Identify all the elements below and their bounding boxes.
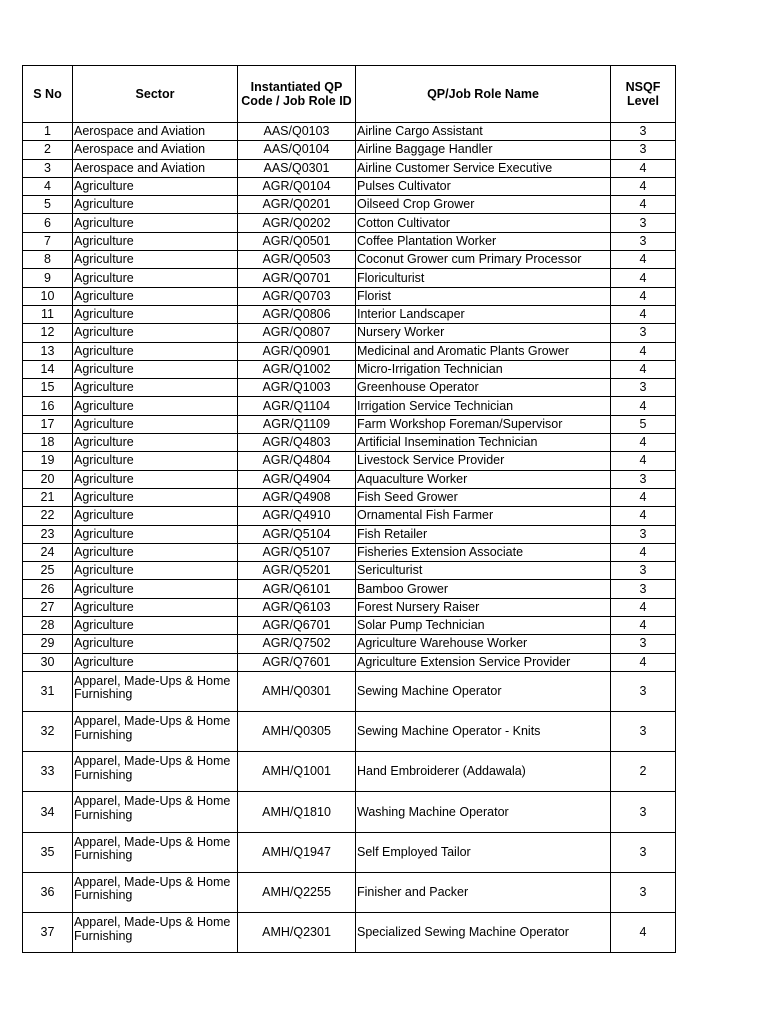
table-row [23, 269, 676, 287]
table-row [23, 488, 676, 506]
cell-sno: 24 [23, 543, 73, 561]
cell-code: AGR/Q0104 [238, 177, 356, 195]
cell-sno: 30 [23, 653, 73, 671]
cell-sector: Agriculture [73, 360, 238, 378]
cell-sno: 29 [23, 635, 73, 653]
header-role: QP/Job Role Name [356, 66, 611, 123]
cell-sno: 19 [23, 452, 73, 470]
table-row [23, 580, 676, 598]
table-row [23, 360, 676, 378]
cell-code: AGR/Q5201 [238, 562, 356, 580]
cell-sno: 12 [23, 324, 73, 342]
cell-sector: Agriculture [73, 562, 238, 580]
cell-level: 4 [611, 196, 676, 214]
cell-role: Washing Machine Operator [356, 792, 611, 832]
table-row [23, 525, 676, 543]
cell-sno: 26 [23, 580, 73, 598]
cell-sno: 2 [23, 141, 73, 159]
cell-code: AMH/Q2301 [238, 913, 356, 953]
cell-sector: Agriculture [73, 635, 238, 653]
cell-sector: Agriculture [73, 470, 238, 488]
cell-level: 3 [611, 470, 676, 488]
cell-role: Aquaculture Worker [356, 470, 611, 488]
table-row [23, 712, 676, 752]
job-roles-table [22, 65, 676, 953]
cell-level: 3 [611, 214, 676, 232]
cell-sno: 23 [23, 525, 73, 543]
cell-level: 3 [611, 712, 676, 752]
cell-level: 3 [611, 123, 676, 141]
cell-code: AGR/Q4804 [238, 452, 356, 470]
table-row [23, 415, 676, 433]
cell-level: 4 [611, 653, 676, 671]
cell-role: Hand Embroiderer (Addawala) [356, 752, 611, 792]
cell-sector: Agriculture [73, 342, 238, 360]
cell-role: Pulses Cultivator [356, 177, 611, 195]
cell-sno: 27 [23, 598, 73, 616]
cell-sector: Apparel, Made-Ups & Home Furnishing [73, 752, 238, 792]
cell-sno: 8 [23, 251, 73, 269]
cell-sector: Agriculture [73, 196, 238, 214]
cell-sector: Apparel, Made-Ups & Home Furnishing [73, 792, 238, 832]
cell-sno: 21 [23, 488, 73, 506]
cell-sno: 14 [23, 360, 73, 378]
cell-sector: Agriculture [73, 525, 238, 543]
cell-sector: Agriculture [73, 251, 238, 269]
cell-level: 4 [611, 342, 676, 360]
cell-sno: 1 [23, 123, 73, 141]
cell-sno: 36 [23, 872, 73, 912]
cell-sno: 18 [23, 434, 73, 452]
cell-sector: Agriculture [73, 488, 238, 506]
cell-sector: Agriculture [73, 324, 238, 342]
table-row [23, 671, 676, 711]
cell-sector: Agriculture [73, 232, 238, 250]
cell-code: AGR/Q1003 [238, 379, 356, 397]
cell-role: Livestock Service Provider [356, 452, 611, 470]
table-row [23, 287, 676, 305]
cell-sector: Apparel, Made-Ups & Home Furnishing [73, 832, 238, 872]
cell-level: 3 [611, 562, 676, 580]
cell-sno: 33 [23, 752, 73, 792]
cell-sector: Agriculture [73, 617, 238, 635]
cell-sector: Apparel, Made-Ups & Home Furnishing [73, 671, 238, 711]
cell-code: AGR/Q0806 [238, 305, 356, 323]
cell-level: 4 [611, 360, 676, 378]
cell-code: AGR/Q0901 [238, 342, 356, 360]
cell-role: Agriculture Warehouse Worker [356, 635, 611, 653]
cell-sector: Agriculture [73, 397, 238, 415]
cell-sector: Agriculture [73, 507, 238, 525]
cell-code: AMH/Q0301 [238, 671, 356, 711]
cell-sno: 20 [23, 470, 73, 488]
cell-level: 3 [611, 792, 676, 832]
cell-role: Airline Baggage Handler [356, 141, 611, 159]
cell-level: 3 [611, 671, 676, 711]
cell-role: Specialized Sewing Machine Operator [356, 913, 611, 953]
cell-code: AGR/Q4904 [238, 470, 356, 488]
table-row [23, 141, 676, 159]
cell-role: Sewing Machine Operator - Knits [356, 712, 611, 752]
cell-code: AGR/Q4910 [238, 507, 356, 525]
cell-level: 4 [611, 452, 676, 470]
table-row [23, 832, 676, 872]
table-row [23, 379, 676, 397]
table-row [23, 562, 676, 580]
cell-level: 4 [611, 488, 676, 506]
table-row [23, 324, 676, 342]
cell-sector: Aerospace and Aviation [73, 123, 238, 141]
cell-level: 4 [611, 397, 676, 415]
cell-code: AGR/Q1002 [238, 360, 356, 378]
cell-level: 4 [611, 177, 676, 195]
cell-code: AGR/Q0701 [238, 269, 356, 287]
header-level: NSQF Level [611, 66, 676, 123]
cell-level: 3 [611, 525, 676, 543]
cell-code: AGR/Q1104 [238, 397, 356, 415]
table-row [23, 635, 676, 653]
cell-role: Greenhouse Operator [356, 379, 611, 397]
cell-sno: 15 [23, 379, 73, 397]
cell-sno: 35 [23, 832, 73, 872]
table-row [23, 792, 676, 832]
table-row [23, 342, 676, 360]
cell-sector: Agriculture [73, 452, 238, 470]
cell-sector: Agriculture [73, 269, 238, 287]
table-row [23, 507, 676, 525]
table-row [23, 251, 676, 269]
cell-sno: 5 [23, 196, 73, 214]
cell-sector: Aerospace and Aviation [73, 141, 238, 159]
table-row [23, 305, 676, 323]
cell-sno: 4 [23, 177, 73, 195]
cell-role: Fish Retailer [356, 525, 611, 543]
cell-sno: 16 [23, 397, 73, 415]
table-row [23, 872, 676, 912]
table-row [23, 913, 676, 953]
header-sno: S No [23, 66, 73, 123]
table-row [23, 653, 676, 671]
table-row [23, 617, 676, 635]
cell-sno: 34 [23, 792, 73, 832]
cell-sector: Aerospace and Aviation [73, 159, 238, 177]
cell-level: 4 [611, 913, 676, 953]
cell-sno: 37 [23, 913, 73, 953]
cell-sector: Agriculture [73, 305, 238, 323]
cell-sno: 25 [23, 562, 73, 580]
table-row [23, 196, 676, 214]
cell-role: Sericulturist [356, 562, 611, 580]
cell-code: AMH/Q0305 [238, 712, 356, 752]
cell-code: AGR/Q6103 [238, 598, 356, 616]
cell-role: Oilseed Crop Grower [356, 196, 611, 214]
cell-level: 4 [611, 159, 676, 177]
cell-role: Coconut Grower cum Primary Processor [356, 251, 611, 269]
cell-code: AGR/Q0202 [238, 214, 356, 232]
table-row [23, 434, 676, 452]
cell-code: AAS/Q0103 [238, 123, 356, 141]
cell-code: AGR/Q0201 [238, 196, 356, 214]
cell-role: Coffee Plantation Worker [356, 232, 611, 250]
cell-code: AGR/Q4908 [238, 488, 356, 506]
cell-role: Finisher and Packer [356, 872, 611, 912]
cell-role: Fisheries Extension Associate [356, 543, 611, 561]
cell-level: 3 [611, 832, 676, 872]
cell-sno: 28 [23, 617, 73, 635]
cell-level: 4 [611, 269, 676, 287]
cell-sno: 11 [23, 305, 73, 323]
cell-sector: Agriculture [73, 287, 238, 305]
cell-level: 4 [611, 251, 676, 269]
cell-role: Ornamental Fish Farmer [356, 507, 611, 525]
cell-sno: 7 [23, 232, 73, 250]
cell-sector: Apparel, Made-Ups & Home Furnishing [73, 872, 238, 912]
table-row [23, 470, 676, 488]
cell-level: 4 [611, 305, 676, 323]
table-row [23, 397, 676, 415]
cell-sno: 6 [23, 214, 73, 232]
cell-role: Solar Pump Technician [356, 617, 611, 635]
cell-sector: Apparel, Made-Ups & Home Furnishing [73, 913, 238, 953]
cell-sector: Agriculture [73, 543, 238, 561]
cell-level: 4 [611, 434, 676, 452]
table-row [23, 543, 676, 561]
cell-role: Agriculture Extension Service Provider [356, 653, 611, 671]
cell-role: Artificial Insemination Technician [356, 434, 611, 452]
cell-sno: 9 [23, 269, 73, 287]
cell-level: 3 [611, 635, 676, 653]
cell-code: AGR/Q5107 [238, 543, 356, 561]
table-body [23, 123, 676, 953]
cell-sector: Apparel, Made-Ups & Home Furnishing [73, 712, 238, 752]
cell-level: 3 [611, 872, 676, 912]
header-row [23, 66, 676, 123]
table-row [23, 752, 676, 792]
cell-code: AGR/Q0807 [238, 324, 356, 342]
cell-role: Airline Cargo Assistant [356, 123, 611, 141]
cell-level: 4 [611, 598, 676, 616]
cell-code: AAS/Q0301 [238, 159, 356, 177]
cell-sno: 22 [23, 507, 73, 525]
cell-role: Micro-Irrigation Technician [356, 360, 611, 378]
cell-level: 3 [611, 141, 676, 159]
cell-role: Nursery Worker [356, 324, 611, 342]
cell-role: Sewing Machine Operator [356, 671, 611, 711]
cell-code: AGR/Q5104 [238, 525, 356, 543]
cell-role: Florist [356, 287, 611, 305]
cell-role: Fish Seed Grower [356, 488, 611, 506]
cell-role: Medicinal and Aromatic Plants Grower [356, 342, 611, 360]
cell-code: AAS/Q0104 [238, 141, 356, 159]
cell-level: 3 [611, 379, 676, 397]
cell-sector: Agriculture [73, 214, 238, 232]
table-row [23, 214, 676, 232]
cell-code: AGR/Q0501 [238, 232, 356, 250]
cell-sno: 17 [23, 415, 73, 433]
cell-code: AGR/Q6701 [238, 617, 356, 635]
cell-level: 3 [611, 324, 676, 342]
header-code: Instantiated QP Code / Job Role ID [238, 66, 356, 123]
cell-code: AGR/Q1109 [238, 415, 356, 433]
cell-role: Airline Customer Service Executive [356, 159, 611, 177]
cell-code: AMH/Q1001 [238, 752, 356, 792]
cell-level: 3 [611, 232, 676, 250]
cell-sector: Agriculture [73, 379, 238, 397]
cell-role: Floriculturist [356, 269, 611, 287]
cell-level: 5 [611, 415, 676, 433]
cell-role: Irrigation Service Technician [356, 397, 611, 415]
cell-role: Cotton Cultivator [356, 214, 611, 232]
cell-sno: 13 [23, 342, 73, 360]
cell-sno: 10 [23, 287, 73, 305]
cell-sno: 3 [23, 159, 73, 177]
cell-sno: 32 [23, 712, 73, 752]
cell-sno: 31 [23, 671, 73, 711]
cell-code: AGR/Q4803 [238, 434, 356, 452]
cell-level: 4 [611, 287, 676, 305]
cell-code: AGR/Q7502 [238, 635, 356, 653]
cell-sector: Agriculture [73, 580, 238, 598]
cell-code: AGR/Q7601 [238, 653, 356, 671]
cell-role: Farm Workshop Foreman/Supervisor [356, 415, 611, 433]
table-row [23, 452, 676, 470]
cell-code: AGR/Q6101 [238, 580, 356, 598]
cell-role: Self Employed Tailor [356, 832, 611, 872]
header-sector: Sector [73, 66, 238, 123]
table-row [23, 598, 676, 616]
cell-level: 4 [611, 507, 676, 525]
cell-code: AMH/Q1947 [238, 832, 356, 872]
cell-level: 4 [611, 543, 676, 561]
cell-role: Forest Nursery Raiser [356, 598, 611, 616]
cell-level: 3 [611, 580, 676, 598]
cell-code: AMH/Q1810 [238, 792, 356, 832]
cell-sector: Agriculture [73, 653, 238, 671]
cell-sector: Agriculture [73, 434, 238, 452]
cell-code: AGR/Q0703 [238, 287, 356, 305]
table-row [23, 232, 676, 250]
cell-sector: Agriculture [73, 415, 238, 433]
cell-code: AGR/Q0503 [238, 251, 356, 269]
cell-role: Bamboo Grower [356, 580, 611, 598]
table-row [23, 159, 676, 177]
cell-level: 4 [611, 617, 676, 635]
table-row [23, 123, 676, 141]
cell-sector: Agriculture [73, 177, 238, 195]
cell-code: AMH/Q2255 [238, 872, 356, 912]
cell-sector: Agriculture [73, 598, 238, 616]
cell-level: 2 [611, 752, 676, 792]
table-row [23, 177, 676, 195]
cell-role: Interior Landscaper [356, 305, 611, 323]
